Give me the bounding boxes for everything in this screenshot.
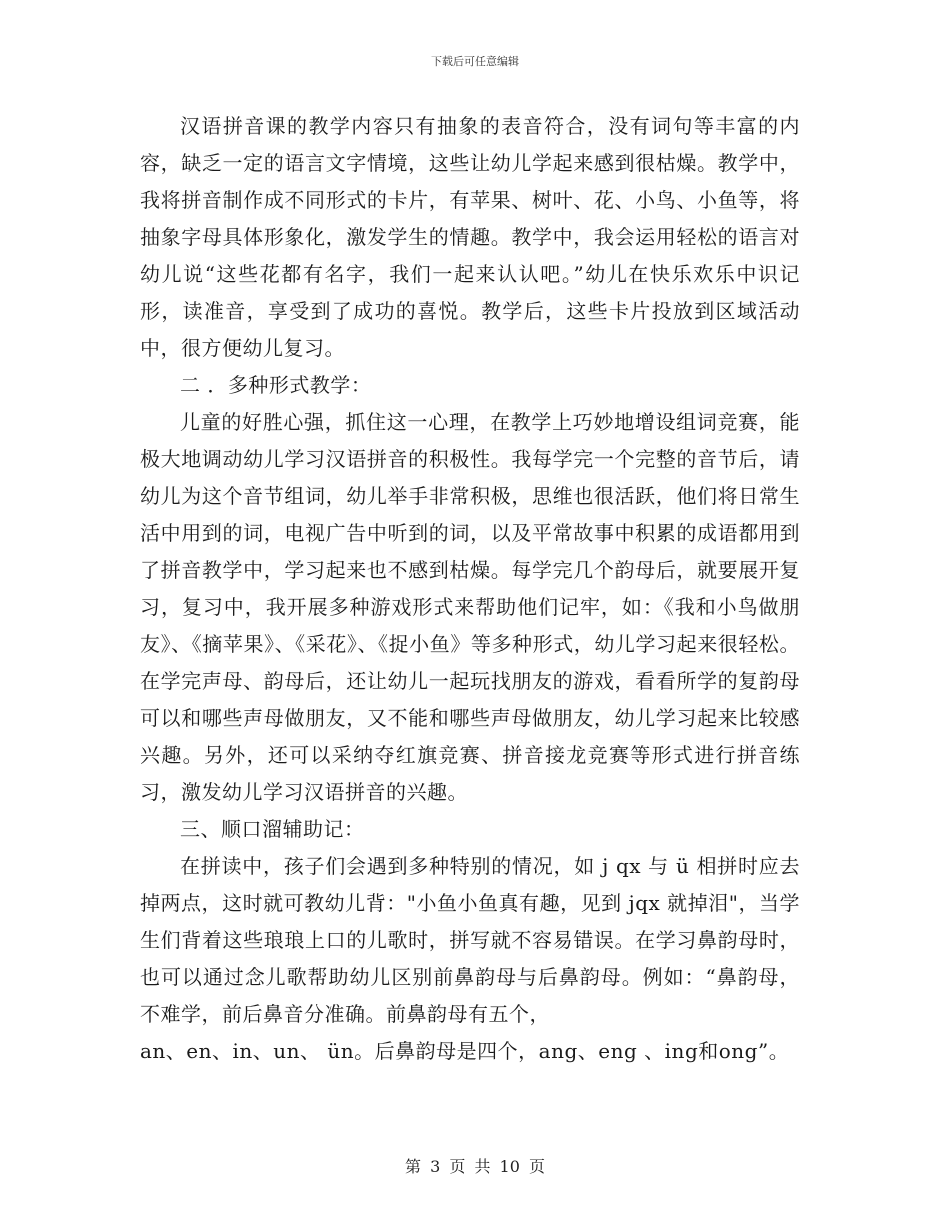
section-heading-3: 三、顺口溜辅助记： — [180, 817, 365, 841]
paragraph-rhymes: 在拼读中，孩子们会遇到多种特别的情况，如 j qx 与 ü 相拼时应去掉两点，这时就可教幼儿背："小鱼小鱼真有趣，见到 jqx 就掉泪"，当学生们背着这些琅琅上口的儿歌时，拼写就不容易错误。在学习鼻韵母时，也可以通过念儿歌帮助幼儿区别前鼻韵母与后鼻韵母。例如：“鼻韵母，不难学，前后鼻音分准确。前鼻韵母有五个， — [140, 854, 800, 1026]
document-body — [140, 108, 800, 1070]
paragraph-pinyin-cards: 汉语拼音课的教学内容只有抽象的表音符合，没有词句等丰富的内容，缺乏一定的语言文字情境，这些让幼儿学起来感到很枯燥。教学中，我将拼音制作成不同形式的卡片，有苹果、树叶、花、小鸟、小鱼等，将抽象字母具体形象化，激发学生的情趣。教学中，我会运用轻松的语言对幼儿说“这些花都有名字，我们一起来认认吧。”幼儿在快乐欢乐中识记形，读准音，享受到了成功的喜悦。教学后，这些卡片投放到区域活动中，很方便幼儿复习。 — [140, 114, 800, 360]
paragraph-word-games: 儿童的好胜心强，抓住这一心理，在教学上巧妙地增设组词竞赛，能极大地调动幼儿学习汉语拼音的积极性。我每学完一个完整的音节后，请幼儿为这个音节组词，幼儿举手非常积极，思维也很活跃，他们将日常生活中用到的词，电视广告中听到的词，以及平常故事中积累的成语都用到了拼音教学中，学习起来也不感到枯燥。每学完几个韵母后，就要展开复习，复习中，我开展多种游戏形式来帮助他们记牢，如：《我和小鸟做朋友》、《摘苹果》、《采花》、《捉小鱼》等多种形式，幼儿学习起来很轻松。在学完声母、韵母后，还让幼儿一起玩找朋友的游戏，看看所学的复韵母可以和哪些声母做朋友，又不能和哪些声母做朋友，幼儿学习起来比较感兴趣。另外，还可以采纳夺红旗竞赛、拼音接龙竞赛等形式进行拼音练习，激发幼儿学习汉语拼音的兴趣。 — [140, 410, 800, 804]
section-heading-2: 二 ．多种形式教学： — [180, 373, 372, 397]
page-number-footer: 第 3 页 共 10 页 — [405, 1157, 545, 1176]
page-header-note: 下载后可任意编辑 — [431, 55, 519, 68]
paragraph-rhymes-continued: an、en、in、un、 ün。后鼻韵母是四个，ang、eng 、ing和ong”。 — [140, 1039, 790, 1063]
